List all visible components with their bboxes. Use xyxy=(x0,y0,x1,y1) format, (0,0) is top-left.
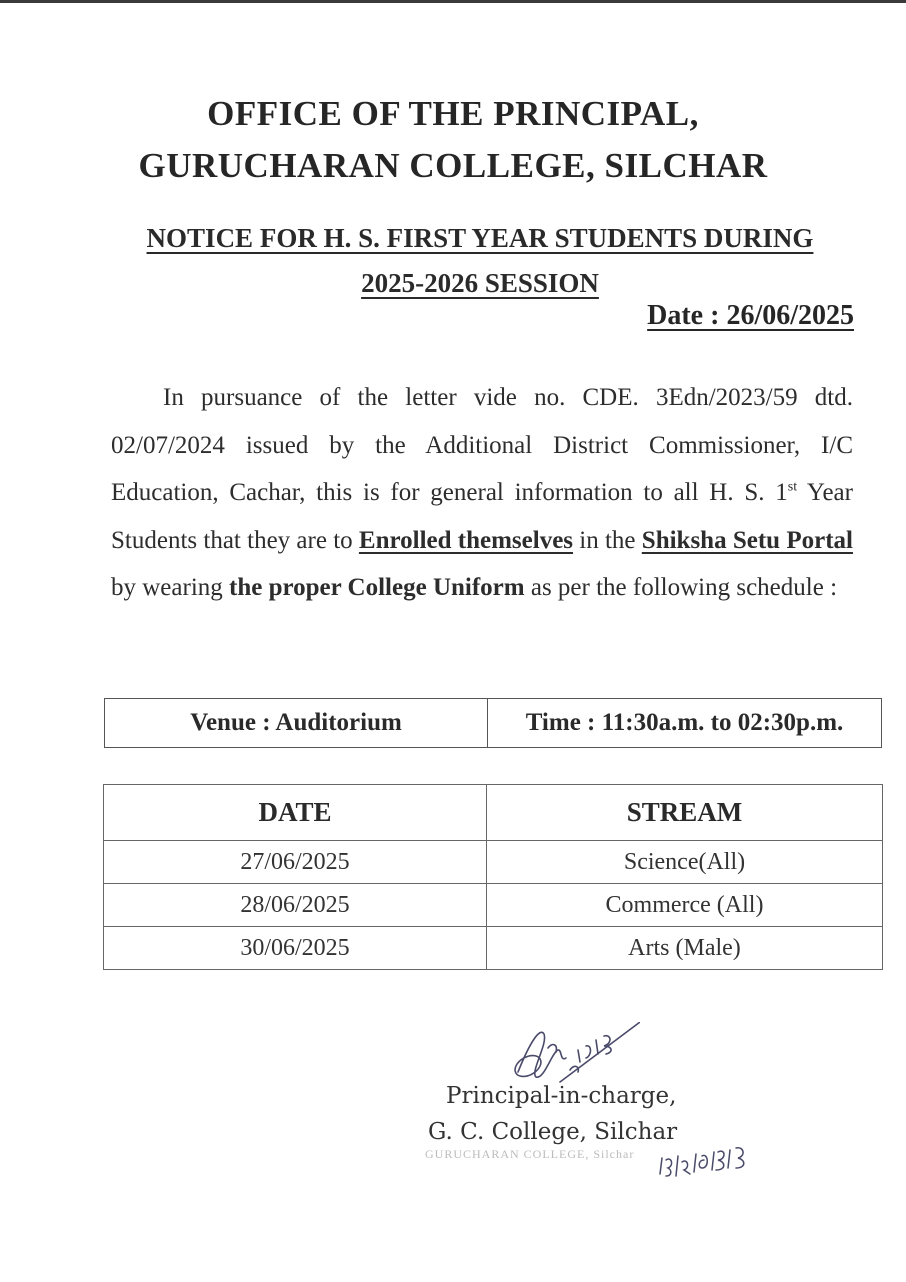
faint-stamp: GURUCHARAN COLLEGE, Silchar xyxy=(425,1147,635,1161)
stream-cell: Commerce (All) xyxy=(487,884,883,927)
notice-body xyxy=(111,374,853,612)
page-edge xyxy=(0,0,906,3)
date-cell: 30/06/2025 xyxy=(104,927,487,970)
body-part-5: as per the following schedule : xyxy=(524,574,838,601)
date-cell: 27/06/2025 xyxy=(104,841,487,884)
stream-column-header: STREAM xyxy=(487,785,883,841)
notice-title-line2: 2025-2026 SESSION xyxy=(361,268,599,298)
office-header xyxy=(0,88,906,192)
notice-title xyxy=(0,216,906,306)
stream-cell: Science(All) xyxy=(487,841,883,884)
body-part-2: Year Students that they are to xyxy=(111,479,853,554)
date-cell: 28/06/2025 xyxy=(104,884,487,927)
table-row xyxy=(104,841,883,884)
notice-title-line1: NOTICE FOR H. S. FIRST YEAR STUDENTS DURING xyxy=(146,223,814,253)
table-row xyxy=(104,927,883,970)
office-title: OFFICE OF THE PRINCIPAL, xyxy=(207,94,699,133)
signoff-block xyxy=(428,1078,677,1150)
date-column-header: DATE xyxy=(104,785,487,841)
notice-date: Date : 26/06/2025 xyxy=(647,300,854,331)
time-cell: Time : 11:30a.m. to 02:30p.m. xyxy=(525,709,844,736)
uniform-emphasis: the proper College Uniform xyxy=(229,574,525,601)
stream-cell: Arts (Male) xyxy=(487,927,883,970)
body-part-4: by wearing xyxy=(111,574,230,601)
portal-emphasis: Shiksha Setu Portal xyxy=(641,526,853,554)
venue-cell: Venue : Auditorium xyxy=(105,699,488,747)
body-superscript: st xyxy=(787,479,798,495)
signoff-college: G. C. College, Silchar xyxy=(428,1119,678,1145)
college-name: GURUCHARAN COLLEGE, SILCHAR xyxy=(138,146,768,185)
body-part-1: In pursuance of the letter vide no. CDE. 3Edn/2023/59 dtd. 02/07/2024 issued by the Additional District Commissioner, I/C Education, Cachar, this is for general information to all H. S. 1 xyxy=(111,384,853,506)
signoff-designation: Principal-in-charge, xyxy=(446,1083,677,1109)
schedule-table xyxy=(103,784,883,970)
body-part-3: in the xyxy=(573,526,642,554)
venue-time-box xyxy=(104,698,882,748)
enrolled-emphasis: Enrolled themselves xyxy=(358,526,574,554)
handwritten-date xyxy=(656,1138,756,1182)
table-row xyxy=(104,884,883,927)
table-header-row xyxy=(104,785,883,841)
